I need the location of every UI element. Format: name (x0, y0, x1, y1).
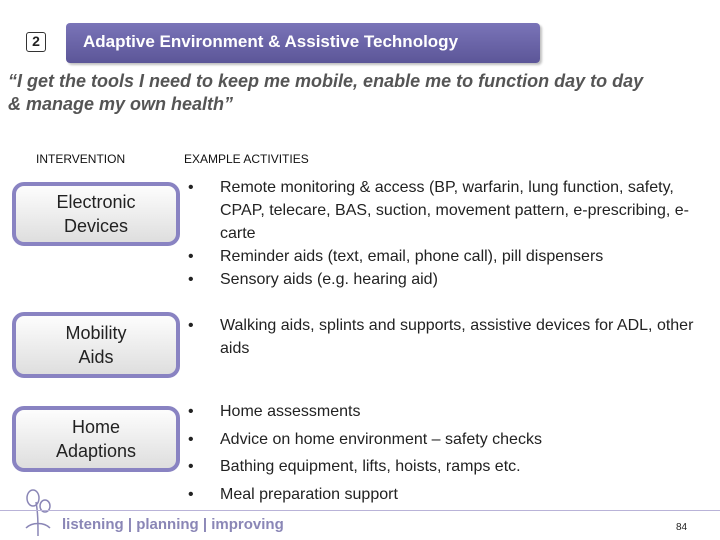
intervention-label: Adaptions (55, 441, 137, 461)
activities-header: EXAMPLE ACTIVITIES (184, 152, 309, 166)
activity-item: • Walking aids, splints and supports, assistive devices for ADL, other aids (188, 314, 708, 360)
quote-line-2: & manage my own health” (8, 94, 234, 114)
intervention-label: Mobility (65, 323, 127, 343)
activity-item: • Reminder aids (text, email, phone call), pill dispensers (188, 245, 708, 268)
activity-item: • Meal preparation support (188, 481, 708, 509)
intervention-box-mobility-aids (12, 312, 180, 378)
activity-item: • Remote monitoring & access (BP, warfarin, lung function, safety, CPAP, telecare, BAS, suction, movement pattern, e-prescribing, e-carte (188, 176, 708, 245)
activity-item: • Bathing equipment, lifts, hoists, ramps etc. (188, 453, 708, 481)
intervention-header: INTERVENTION (36, 152, 126, 166)
activities-list-electronic-devices (188, 176, 708, 291)
intervention-box-home-adaptions (12, 406, 180, 472)
activity-item: • Home assessments (188, 398, 708, 426)
intervention-label: Aids (78, 347, 114, 367)
activity-item: • Advice on home environment – safety checks (188, 426, 708, 454)
activities-list-home-adaptions (188, 398, 708, 508)
leaf-logo-icon (18, 488, 58, 538)
page-number: 84 (676, 522, 688, 533)
intervention-label: Home (71, 417, 120, 437)
slide-title: Adaptive Environment & Assistive Technology (83, 32, 459, 51)
footer-tagline: listening | planning | improving (62, 516, 284, 533)
quote (8, 70, 720, 116)
quote-line-1: “I get the tools I need to keep me mobile, enable me to function day to day (8, 71, 644, 91)
intervention-label: Devices (63, 216, 129, 236)
intervention-box-electronic-devices (12, 182, 180, 246)
intervention-label: Electronic (56, 192, 136, 212)
activity-item: • Sensory aids (e.g. hearing aid) (188, 268, 708, 291)
section-number-badge: 2 (26, 32, 46, 52)
footer-divider (0, 510, 720, 511)
activities-list-mobility-aids (188, 314, 708, 360)
